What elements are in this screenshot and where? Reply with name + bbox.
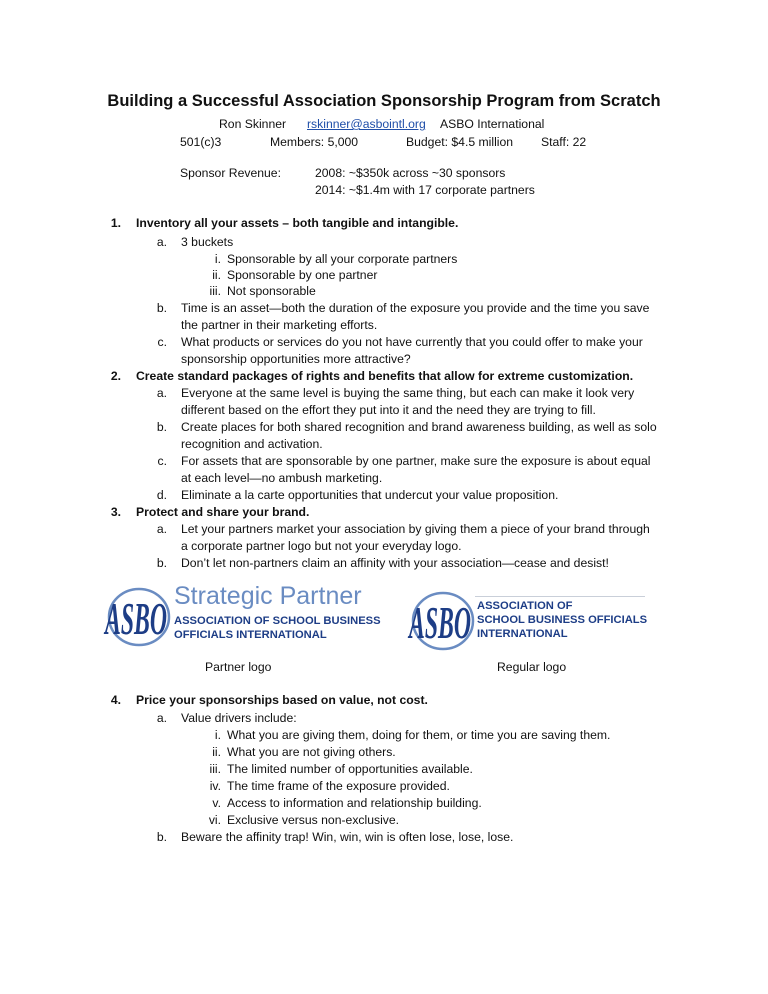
partner-logo bbox=[103, 582, 381, 649]
partner-logo-line1: ASSOCIATION OF SCHOOL BUSINESS bbox=[174, 615, 381, 627]
list-item: What you are not giving others. bbox=[227, 745, 396, 759]
org-staff: Staff: 22 bbox=[541, 135, 587, 149]
section-heading: Create standard packages of rights and benefits that allow for extreme customization. bbox=[136, 369, 634, 383]
page-title: Building a Successful Association Sponsorship Program from Scratch bbox=[107, 92, 661, 110]
list-marker: v. bbox=[212, 796, 221, 810]
list-item-cont: at each level—no ambush marketing. bbox=[181, 471, 383, 485]
list-marker: c. bbox=[157, 454, 167, 468]
partner-logo-headline: Strategic Partner bbox=[174, 582, 362, 610]
revenue-label: Sponsor Revenue: bbox=[180, 166, 281, 180]
list-marker: ii. bbox=[212, 745, 221, 759]
list-item: Eliminate a la carte opportunities that undercut your value proposition. bbox=[181, 488, 559, 502]
section-heading: Protect and share your brand. bbox=[136, 505, 310, 519]
list-marker: b. bbox=[156, 556, 167, 570]
list-marker: vi. bbox=[208, 813, 221, 827]
regular-logo-line1: ASSOCIATION OF bbox=[477, 600, 573, 612]
list-item: Beware the affinity trap! Win, win, win is often lose, lose, lose. bbox=[181, 830, 514, 844]
section-heading: Price your sponsorships based on value, not cost. bbox=[136, 693, 428, 707]
list-marker: a. bbox=[156, 522, 167, 536]
author-email-link[interactable]: rskinner@asbointl.org bbox=[307, 117, 426, 131]
list-marker: iii. bbox=[209, 762, 221, 776]
list-item: Don’t let non-partners claim an affinity with your association—cease and desist! bbox=[181, 556, 609, 570]
asbo-mark-text: ASBO bbox=[103, 593, 167, 644]
asbo-mark-icon bbox=[407, 588, 477, 653]
list-item-cont: sponsorship opportunities more attractive? bbox=[181, 352, 411, 366]
section-number: 2. bbox=[110, 369, 121, 383]
list-marker: iii. bbox=[209, 284, 221, 298]
list-item: What products or services do you not have currently that you could offer to make your bbox=[181, 335, 643, 349]
list-item: 3 buckets bbox=[181, 235, 234, 249]
org-members: Members: 5,000 bbox=[270, 135, 359, 149]
regular-logo-caption: Regular logo bbox=[497, 660, 567, 674]
list-item-cont: recognition and activation. bbox=[181, 437, 323, 451]
list-item: Time is an asset—both the duration of the exposure you provide and the time you save bbox=[181, 301, 650, 315]
list-marker: b. bbox=[156, 420, 167, 434]
org-budget: Budget: $4.5 million bbox=[406, 135, 514, 149]
partner-logo-caption: Partner logo bbox=[205, 660, 272, 674]
list-marker: ii. bbox=[212, 268, 221, 282]
list-item: Not sponsorable bbox=[227, 284, 316, 298]
list-item: Everyone at the same level is buying the same thing, but each can make it look very bbox=[181, 386, 635, 400]
revenue-2014: 2014: ~$1.4m with 17 corporate partners bbox=[315, 183, 535, 197]
regular-logo bbox=[407, 588, 657, 653]
list-marker: i. bbox=[214, 252, 221, 266]
section-heading: Inventory all your assets – both tangible and intangible. bbox=[136, 216, 459, 230]
section-number: 4. bbox=[110, 693, 121, 707]
list-item: Value drivers include: bbox=[181, 711, 297, 725]
author-org: ASBO International bbox=[440, 117, 545, 131]
section-number: 1. bbox=[110, 216, 121, 230]
list-item: The limited number of opportunities available. bbox=[227, 762, 473, 776]
list-item: Create places for both shared recognition and brand awareness building, as well as solo bbox=[181, 420, 657, 434]
partner-logo-line2: OFFICIALS INTERNATIONAL bbox=[174, 629, 327, 641]
list-item: What you are giving them, doing for them, or time you are saving them. bbox=[227, 728, 611, 742]
list-marker: b. bbox=[156, 830, 167, 844]
org-status: 501(c)3 bbox=[180, 135, 222, 149]
list-marker: i. bbox=[214, 728, 221, 742]
list-marker: iv. bbox=[209, 779, 221, 793]
list-marker: c. bbox=[157, 335, 167, 349]
asbo-mark-text: ASBO bbox=[407, 597, 471, 648]
list-item-cont: the partner in their marketing efforts. bbox=[181, 318, 378, 332]
revenue-2008: 2008: ~$350k across ~30 sponsors bbox=[315, 166, 506, 180]
regular-logo-line3: INTERNATIONAL bbox=[477, 628, 568, 640]
list-item: Exclusive versus non-exclusive. bbox=[227, 813, 400, 827]
list-item: Sponsorable by one partner bbox=[227, 268, 378, 282]
list-marker: a. bbox=[156, 235, 167, 249]
logo-rule bbox=[475, 596, 645, 597]
list-item: Let your partners market your association by giving them a piece of your brand through bbox=[181, 522, 650, 536]
section-number: 3. bbox=[110, 505, 121, 519]
list-marker: a. bbox=[156, 711, 167, 725]
asbo-mark-icon bbox=[103, 584, 173, 649]
list-item: The time frame of the exposure provided. bbox=[227, 779, 450, 793]
regular-logo-line2: SCHOOL BUSINESS OFFICIALS bbox=[477, 614, 648, 626]
list-item: Access to information and relationship building. bbox=[227, 796, 482, 810]
author-name: Ron Skinner bbox=[219, 117, 287, 131]
list-item-cont: different based on the effort they put into it and the need they are trying to fill. bbox=[181, 403, 596, 417]
list-marker: a. bbox=[156, 386, 167, 400]
list-item-cont: a corporate partner logo but not your everyday logo. bbox=[181, 539, 462, 553]
list-item: Sponsorable by all your corporate partners bbox=[227, 252, 458, 266]
list-item: For assets that are sponsorable by one partner, make sure the exposure is about equal bbox=[181, 454, 651, 468]
list-marker: d. bbox=[156, 488, 167, 502]
list-marker: b. bbox=[156, 301, 167, 315]
